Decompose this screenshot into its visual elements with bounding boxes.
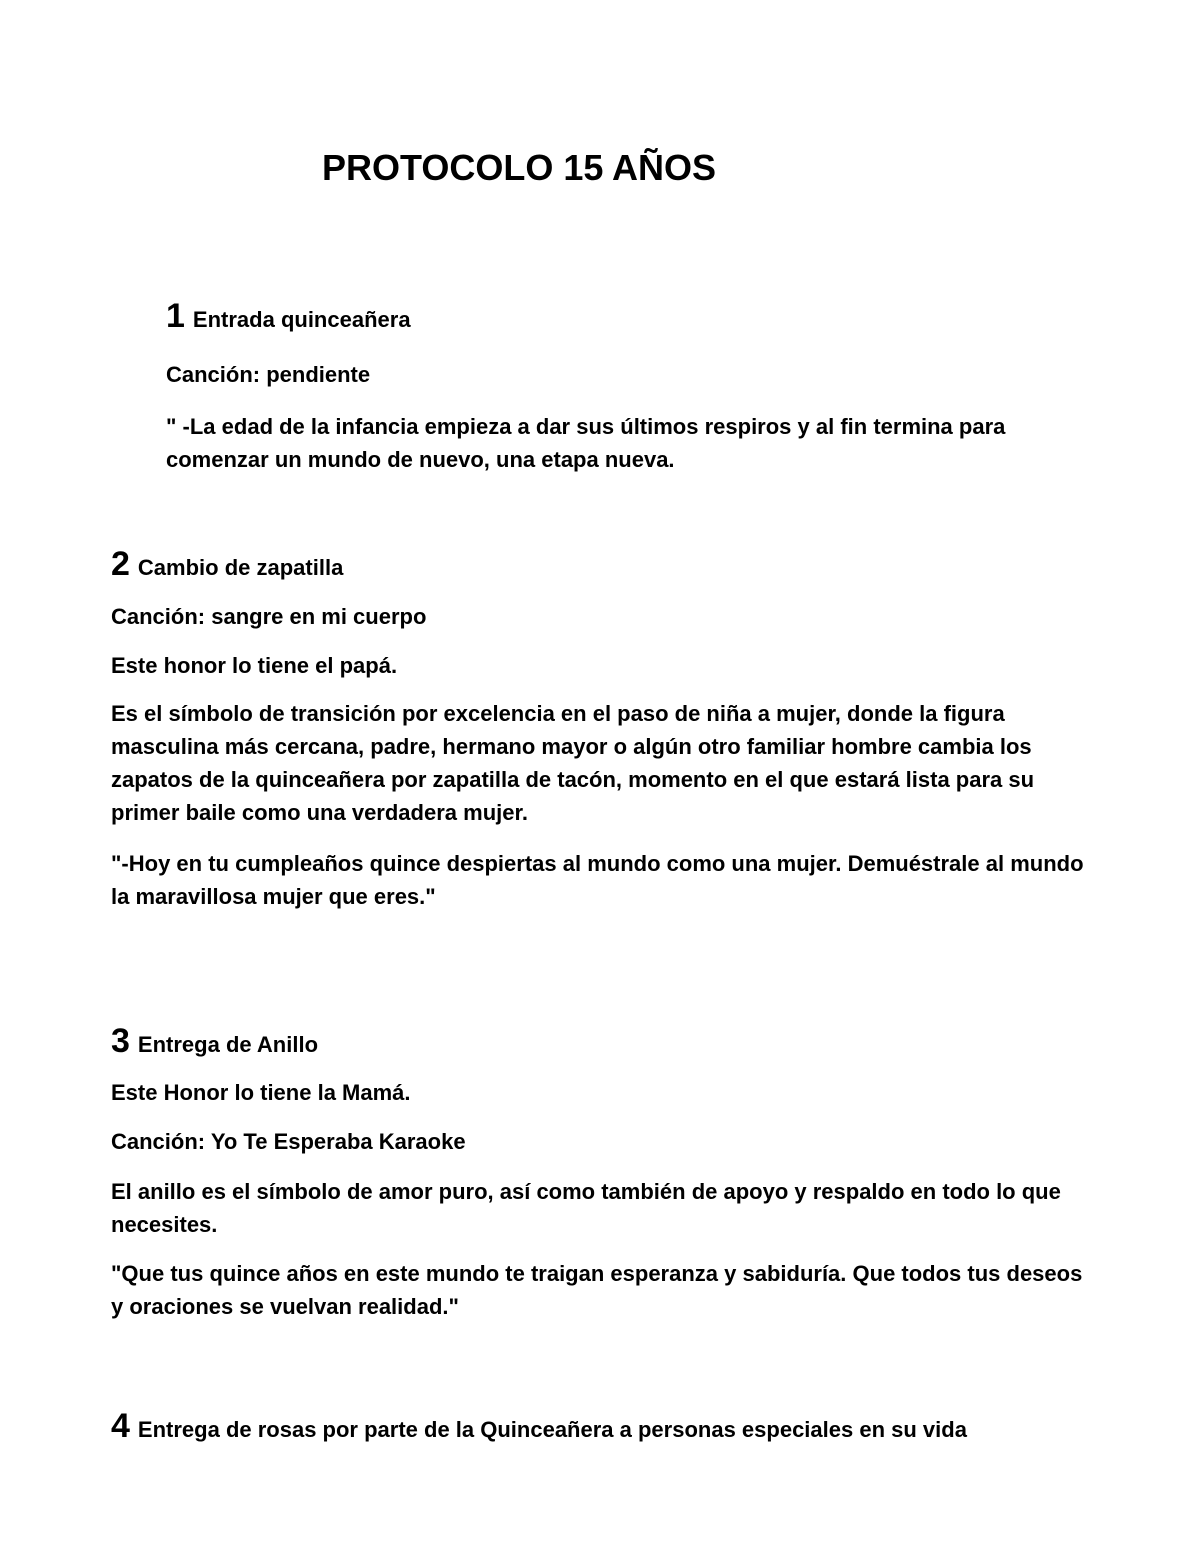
section-2-description: Es el símbolo de transición por excelencia en el paso de niña a mujer, donde la figura masculina más cercana, padre, hermano mayor o algún otro familiar hombre cambia los zapatos de la quinceañera por zapatilla de tacón, momento en el que estará lista para su primer baile como una verdadera mujer. — [111, 701, 1035, 825]
section-3-heading-row — [111, 1019, 318, 1067]
section-1-heading: Entrada quinceañera — [192, 307, 411, 332]
section-2-heading: Cambio de zapatilla — [137, 555, 344, 580]
section-3-number: 3 — [111, 1022, 130, 1060]
section-1-quote: " -La edad de la infancia empieza a dar sus últimos respiros y al fin termina para comenzar un mundo de nuevo, una etapa nueva. — [166, 414, 1006, 472]
section-3-description: El anillo es el símbolo de amor puro, así como también de apoyo y respaldo en todo lo que necesites. — [111, 1179, 1061, 1237]
section-1-heading-row — [166, 294, 411, 342]
section-2-song: Canción: sangre en mi cuerpo — [111, 604, 427, 629]
section-2-quote: "-Hoy en tu cumpleaños quince despiertas al mundo como una mujer. Demuéstrale al mundo la maravillosa mujer que eres." — [111, 851, 1084, 909]
section-2-number: 2 — [111, 545, 130, 583]
section-4-number: 4 — [111, 1407, 130, 1445]
section-3-honor: Este Honor lo tiene la Mamá. — [111, 1080, 411, 1105]
section-4-heading: Entrega de rosas por parte de la Quinceañera a personas especiales en su vida — [137, 1417, 967, 1442]
section-2-honor: Este honor lo tiene el papá. — [111, 653, 398, 678]
section-1-number: 1 — [166, 297, 185, 335]
document-title: PROTOCOLO 15 AÑOS — [322, 147, 717, 188]
section-3-quote: "Que tus quince años en este mundo te traigan esperanza y sabiduría. Que todos tus deseos y oraciones se vuelvan realidad." — [111, 1261, 1083, 1319]
section-3-song: Canción: Yo Te Esperaba Karaoke — [111, 1129, 466, 1154]
section-4-heading-row — [111, 1404, 967, 1452]
section-3-heading: Entrega de Anillo — [137, 1032, 319, 1057]
section-2-heading-row — [111, 542, 343, 590]
section-1-song: Canción: pendiente — [166, 362, 371, 387]
